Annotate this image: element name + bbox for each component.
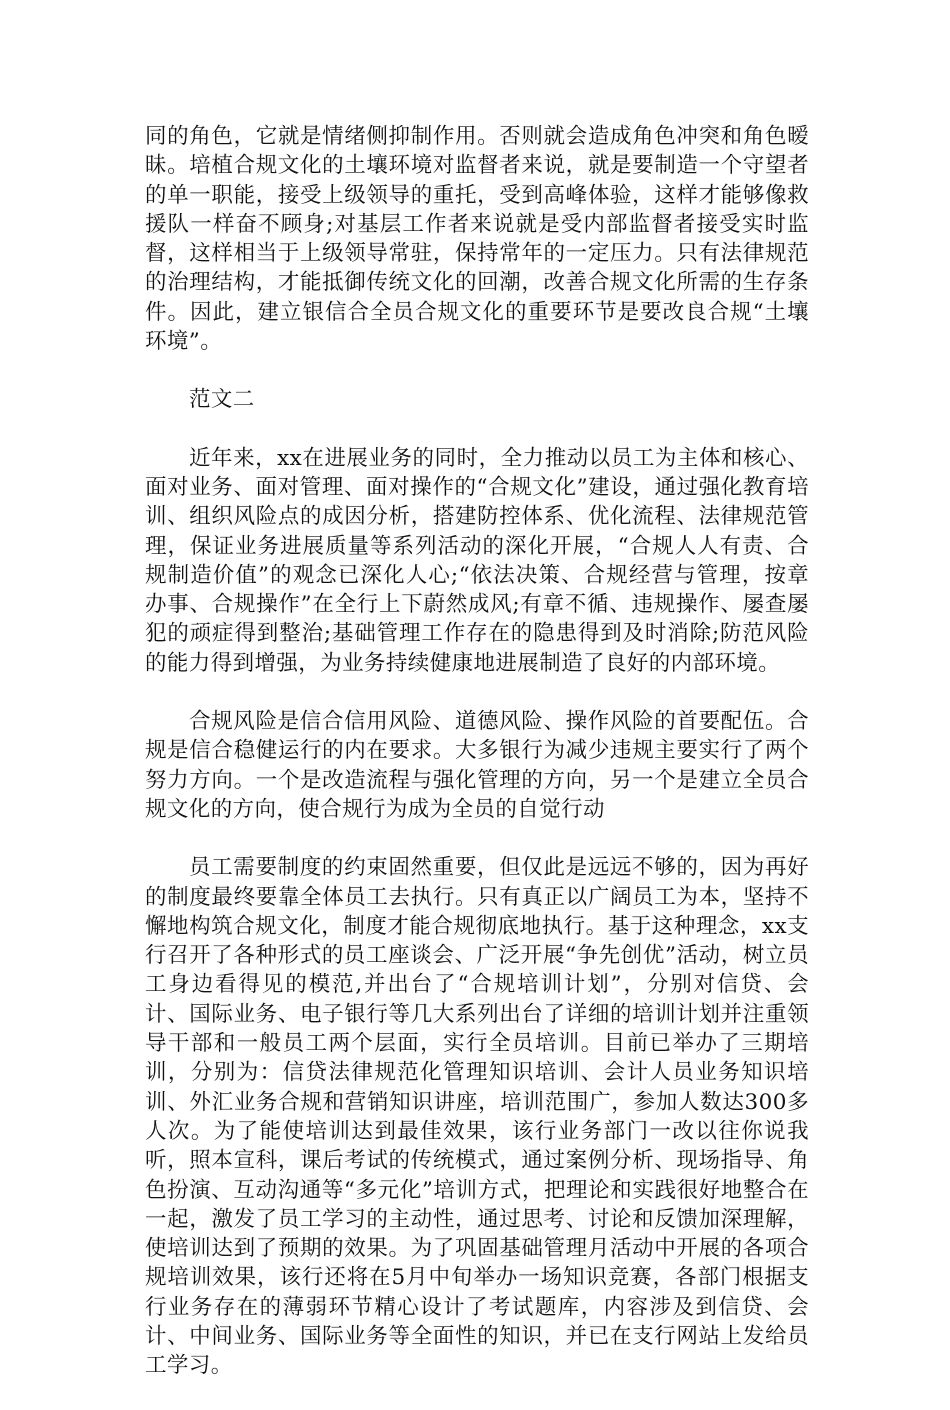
paragraph-intro: 近年来，xx在进展业务的同时，全力推动以员工为主体和核心、面对业务、面对管理、面对操作的“合规文化”建设，通过强化教育培训、组织风险点的成因分析，搭建防控体系、优化流程、法律规范管理，保证业务进展质量等系列活动的深化开展，“合规人人有责、合规制造价值”的观念已深化人心;“依法决策、合规经营与管理，按章办事、合规操作”在全行上下蔚然成风;有章不循、违规操作、屡查屡犯的顽症得到整治;基础管理工作存在的隐患得到及时消除;防范风险的能力得到增强，为业务持续健康地进展制造了良好的内部环境。 [145, 445, 809, 676]
paragraph-training: 员工需要制度的约束固然重要，但仅此是远远不够的，因为再好的制度最终要靠全体员工去执行。只有真正以广阔员工为本，坚持不懈地构筑合规文化，制度才能合规彻底地执行。基于这种理念，xx支行召开了各种形式的员工座谈会、广泛开展“争先创优”活动，树立员工身边看得见的模范,并出台了“合规培训计划”，分别对信贷、会计、国际业务、电子银行等几大系列出台了详细的培训计划并注重领导干部和一般员工两个层面，实行全员培训。目前已举办了三期培训，分别为：信贷法律规范化管理知识培训、会计人员业务知识培训、外汇业务合规和营销知识讲座，培训范围广，参加人数达300多人次。为了能使培训达到最佳效果，该行业务部门一改以往你说我听，照本宣科，课后考试的传统模式，通过案例分析、现场指导、角色扮演、互动沟通等“多元化”培训方式，把理论和实践很好地整合在一起，激发了员工学习的主动性，通过思考、讨论和反馈加深理解，使培训达到了预期的效果。为了巩固基础管理月活动中开展的各项合规培训效果，该行还将在5月中旬举办一场知识竞赛，各部门根据支行业务存在的薄弱环节精心设计了考试题库，内容涉及到信贷、会计、中间业务、国际业务等全面性的知识，并已在支行网站上发给员工学习。 [145, 855, 809, 1379]
paragraph-compliance-risk: 合规风险是信合信用风险、道德风险、操作风险的首要配伍。合规是信合稳健运行的内在要求。大多银行为减少违规主要实行了两个努力方向。一个是改造流程与强化管理的方向，另一个是建立全员合规文化的方向，使合规行为成为全员的自觉行动 [145, 709, 809, 822]
document-page [145, 122, 809, 1410]
section-heading: 范文二 [189, 387, 255, 413]
paragraph-continuation: 同的角色，它就是情绪侧抑制作用。否则就会造成角色冲突和角色暧昧。培植合规文化的土壤环境对监督者来说，就是要制造一个守望者的单一职能，接受上级领导的重托，受到高峰体验，这样才能够像救援队一样奋不顾身;对基层工作者来说就是受内部监督者接受实时监督，这样相当于上级领导常驻，保持常年的一定压力。只有法律规范的治理结构，才能抵御传统文化的回潮，改善合规文化所需的生存条件。因此，建立银信合全员合规文化的重要环节是要改良合规“土壤环境”。 [145, 124, 809, 355]
